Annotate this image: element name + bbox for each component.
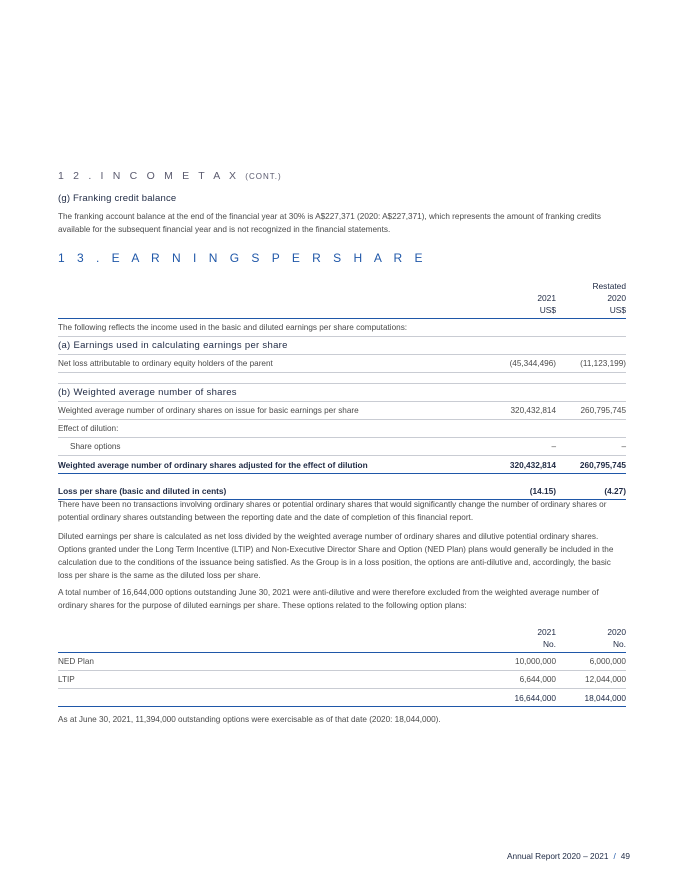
table-row (58, 337, 626, 355)
franking-subheading: (g) Franking credit balance (58, 193, 177, 204)
diluted-paragraph: Diluted earnings per share is calculated as net loss divided by the weighted average number of ordinary shares and dilutive potential ordinary shares. Options granted under the Long Term Incentive (LTIP) and Non-Executive Director Share and Option (NED Plan) plans would generally be included in the calculation due to the conditions of the issuance being satisfied. As the Group is in a loss position, the options are anti-dilutive and, accordingly, the basic loss per share is the same as the diluted loss per share. (58, 532, 614, 580)
table-row (58, 319, 626, 337)
options-table-header (58, 624, 626, 650)
table-row: Weighted average number of ordinary shares adjusted for the effect of dilution 320,432,814 260,795,745 (58, 456, 626, 474)
page-number: 49 (620, 851, 630, 861)
table-row-total: 16,644,000 18,044,000 (58, 689, 626, 707)
subheading-b: (b) Weighted average number of shares (58, 384, 488, 402)
header-2020: 2020 No. (607, 627, 626, 649)
section-12-cont: (CONT.) (245, 172, 282, 181)
table-row: LTIP 6,644,000 12,044,000 (58, 671, 626, 689)
exercisable-paragraph: As at June 30, 2021, 11,394,000 outstanding options were exercisable as of that date (2020: 18,044,000). (58, 715, 441, 724)
header-2021: 2021 US$ (537, 293, 556, 315)
options-table (58, 624, 626, 707)
section-12-title: 1 2 . I N C O M E T A X (58, 170, 240, 182)
table-row: Weighted average number of ordinary shares on issue for basic earnings per share 320,432,814 260,795,745 (58, 402, 626, 420)
table-row (58, 384, 626, 402)
report-title: Annual Report 2020 – 2021 (506, 851, 609, 861)
header-2020: Restated 2020 US$ (592, 281, 626, 315)
intro-label: The following reflects the income used in the basic and diluted earnings per share computations: (58, 319, 488, 337)
footer-separator: / (613, 851, 616, 861)
table-row: NED Plan 10,000,000 6,000,000 (58, 653, 626, 671)
table-row: Share options – – (58, 438, 626, 456)
transactions-paragraph: There have been no transactions involving ordinary shares or potential ordinary shares that would significantly change the number of ordinary shares or potential ordinary shares outstanding between the reporting date and the date of completion of this financial report. (58, 500, 607, 522)
table-row: Net loss attributable to ordinary equity holders of the parent (45,344,496) (11,123,199) (58, 355, 626, 373)
eps-table-header (58, 278, 626, 316)
header-2021: 2021 No. (537, 627, 556, 649)
eps-table (58, 278, 626, 500)
section-12-heading (58, 170, 282, 182)
total-options-paragraph: A total number of 16,644,000 options outstanding June 30, 2021 were anti-dilutive and were therefore excluded from the weighted average number of ordinary shares for the purpose of diluted earnings per share. These options related to the following option plans: (58, 588, 599, 610)
table-row: Effect of dilution: (58, 420, 626, 438)
franking-paragraph: The franking account balance at the end of the financial year at 30% is A$227,371 (2020: A$227,371), which represents the amount of franking credits available for the subsequent financial year and is not recognized in the financial statements. (58, 212, 601, 234)
section-13-heading: 1 3 . E A R N I N G S P E R S H A R E (58, 251, 428, 265)
table-row: Loss per share (basic and diluted in cents) (14.15) (4.27) (58, 482, 626, 500)
subheading-a: (a) Earnings used in calculating earnings per share (58, 337, 488, 355)
page-footer (507, 851, 630, 861)
